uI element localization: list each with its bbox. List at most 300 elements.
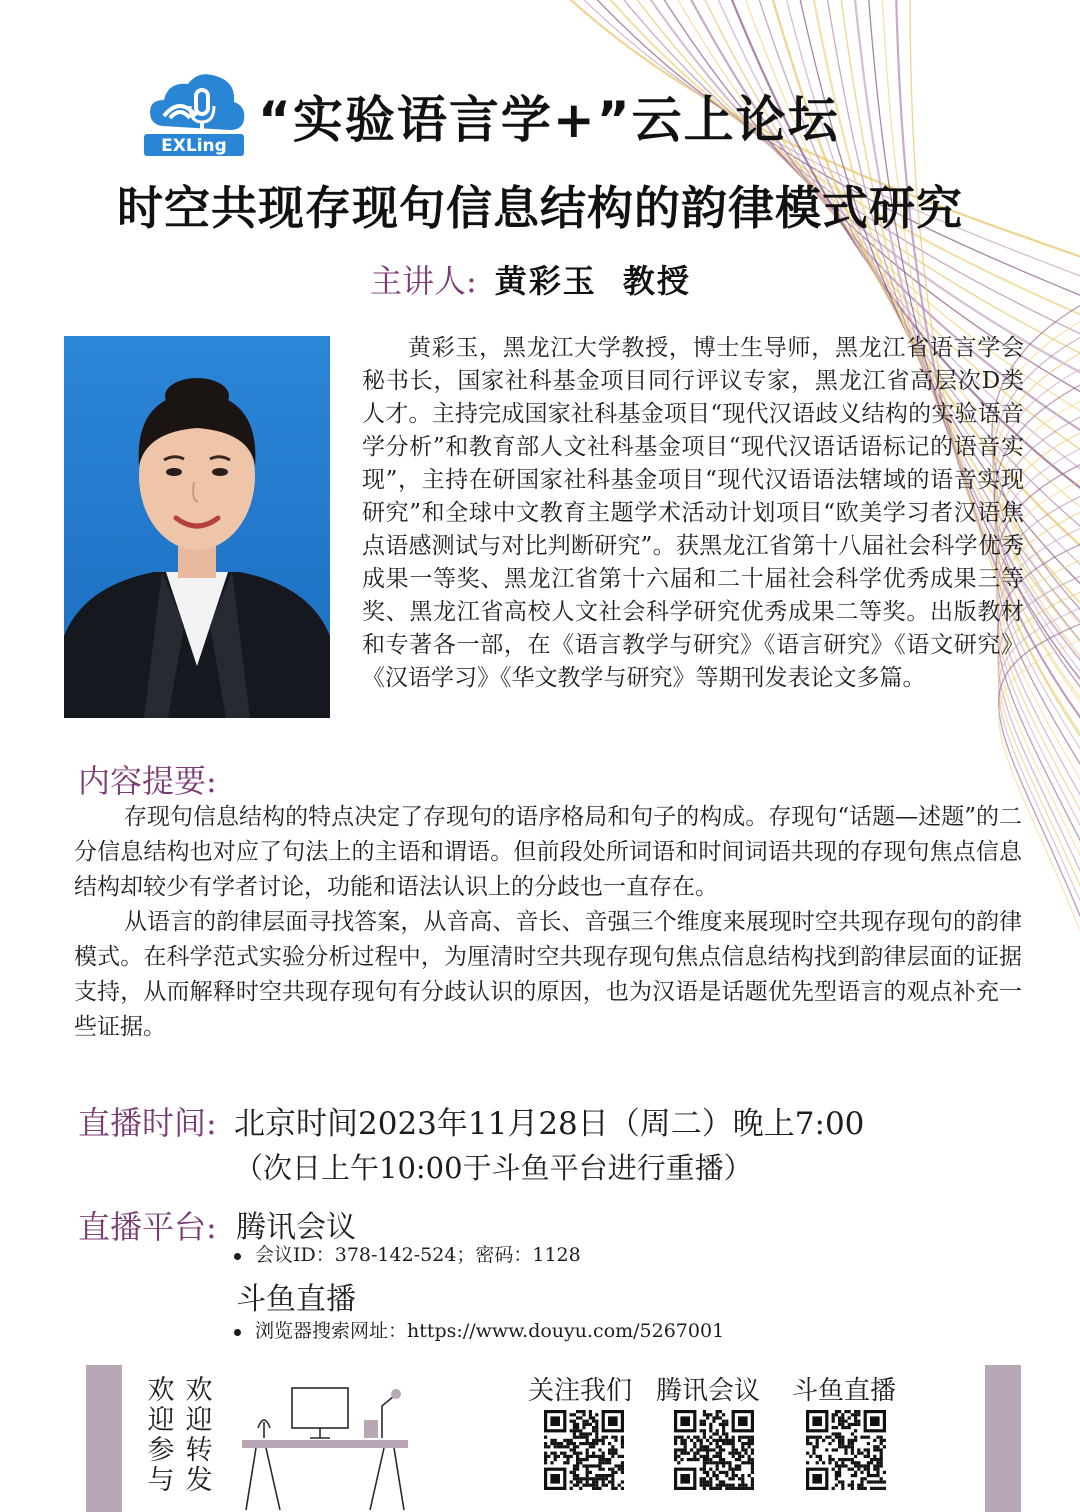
qr-module: [806, 1461, 809, 1464]
qr-module: [573, 1477, 576, 1480]
qr-module: [602, 1439, 605, 1442]
qr-module: [621, 1480, 624, 1483]
qr-module: [595, 1426, 598, 1429]
qr-module: [621, 1455, 624, 1458]
qr-module: [614, 1439, 617, 1442]
qr-module: [550, 1452, 553, 1455]
qr-module: [848, 1410, 851, 1413]
qr-module: [828, 1442, 831, 1445]
qr-module: [576, 1452, 579, 1455]
qr-module: [751, 1487, 754, 1490]
qr-module: [825, 1436, 828, 1439]
qr-module: [732, 1436, 735, 1439]
qr-module: [851, 1448, 854, 1451]
qr-module: [677, 1448, 680, 1451]
qr-finder: [738, 1416, 748, 1426]
qr-module: [582, 1420, 585, 1423]
qr-module: [867, 1455, 870, 1458]
qr-module: [586, 1458, 589, 1461]
qr-module: [860, 1464, 863, 1467]
qr-module: [725, 1432, 728, 1435]
qr-module: [576, 1477, 579, 1480]
qr-module: [844, 1452, 847, 1455]
qr-module: [703, 1432, 706, 1435]
qr-module: [841, 1413, 844, 1416]
qr-module: [589, 1416, 592, 1419]
qr-module: [741, 1445, 744, 1448]
qr-module: [728, 1439, 731, 1442]
qr-module: [573, 1436, 576, 1439]
qr-module: [880, 1436, 883, 1439]
qr-module: [706, 1416, 709, 1419]
qr-module: [838, 1445, 841, 1448]
qr-module: [751, 1458, 754, 1461]
qr-module: [832, 1416, 835, 1419]
qr-module: [684, 1442, 687, 1445]
qr-module: [806, 1442, 809, 1445]
qr-module: [703, 1455, 706, 1458]
qr-module: [816, 1461, 819, 1464]
qr-module: [566, 1439, 569, 1442]
platform-douyu: 斗鱼直播: [236, 1282, 356, 1317]
qr-module: [602, 1477, 605, 1480]
qr-module: [598, 1439, 601, 1442]
qr-module: [611, 1471, 614, 1474]
qr-module: [589, 1432, 592, 1435]
qr-module: [725, 1487, 728, 1490]
schedule-replay: （次日上午10:00于斗鱼平台进行重播）: [234, 1151, 753, 1185]
qr-module: [722, 1432, 725, 1435]
qr-module: [716, 1468, 719, 1471]
qr-module: [725, 1461, 728, 1464]
qr-module: [841, 1416, 844, 1419]
qr-module: [719, 1458, 722, 1461]
qr-module: [880, 1455, 883, 1458]
qr-module: [832, 1420, 835, 1423]
qr-module: [857, 1484, 860, 1487]
qr-module: [554, 1442, 557, 1445]
qr-module: [880, 1487, 883, 1490]
qr-module: [864, 1455, 867, 1458]
qr-module: [554, 1452, 557, 1455]
qr-module: [860, 1487, 863, 1490]
qr-module: [835, 1474, 838, 1477]
qr-module: [870, 1480, 873, 1483]
qr-module: [854, 1461, 857, 1464]
qr-module: [722, 1484, 725, 1487]
qr-module: [592, 1445, 595, 1448]
qr-module: [751, 1448, 754, 1451]
qr-module: [602, 1452, 605, 1455]
qr-module: [589, 1445, 592, 1448]
qr-module: [716, 1429, 719, 1432]
qr-module: [579, 1480, 582, 1483]
qr-module: [732, 1442, 735, 1445]
qr-module: [738, 1487, 741, 1490]
qr-module: [838, 1458, 841, 1461]
qr-module: [592, 1429, 595, 1432]
qr-module: [838, 1480, 841, 1483]
qr-module: [716, 1410, 719, 1413]
qr-module: [848, 1458, 851, 1461]
qr-module: [696, 1439, 699, 1442]
qr-module: [611, 1480, 614, 1483]
qr-module: [592, 1484, 595, 1487]
qr-module: [582, 1442, 585, 1445]
qr-module: [716, 1474, 719, 1477]
qr-module: [860, 1436, 863, 1439]
qr-module: [573, 1474, 576, 1477]
qr-module: [563, 1439, 566, 1442]
qr-module: [816, 1436, 819, 1439]
qr-module: [838, 1436, 841, 1439]
qr-module: [867, 1452, 870, 1455]
qr-module: [706, 1474, 709, 1477]
qr-module: [573, 1429, 576, 1432]
qr-module: [841, 1487, 844, 1490]
qr-module: [579, 1442, 582, 1445]
qr-code-douyu[interactable]: [806, 1410, 886, 1490]
qr-module: [700, 1477, 703, 1480]
qr-module: [851, 1458, 854, 1461]
qr-module: [703, 1468, 706, 1471]
qr-module: [586, 1477, 589, 1480]
qr-module: [576, 1410, 579, 1413]
qr-module: [828, 1458, 831, 1461]
qr-module: [748, 1436, 751, 1439]
qr-module: [867, 1468, 870, 1471]
qr-module: [876, 1448, 879, 1451]
qr-module: [614, 1471, 617, 1474]
qr-module: [848, 1426, 851, 1429]
qr-module: [848, 1484, 851, 1487]
qr-module: [719, 1471, 722, 1474]
qr-module: [716, 1455, 719, 1458]
qr-module: [816, 1445, 819, 1448]
qr-module: [864, 1464, 867, 1467]
qr-module: [867, 1461, 870, 1464]
qr-module: [576, 1458, 579, 1461]
qr-module: [576, 1464, 579, 1467]
qr-module: [582, 1464, 585, 1467]
qr-module: [735, 1487, 738, 1490]
qr-module: [712, 1455, 715, 1458]
qr-module: [605, 1436, 608, 1439]
qr-module: [595, 1480, 598, 1483]
qr-module: [744, 1452, 747, 1455]
qr-module: [586, 1455, 589, 1458]
qr-module: [690, 1458, 693, 1461]
qr-module: [709, 1480, 712, 1483]
qr-module: [680, 1442, 683, 1445]
qr-finder: [550, 1474, 560, 1484]
qr-module: [680, 1439, 683, 1442]
qr-module: [838, 1410, 841, 1413]
qr-module: [719, 1461, 722, 1464]
qr-module: [873, 1445, 876, 1448]
qr-module: [712, 1487, 715, 1490]
qr-module: [684, 1448, 687, 1451]
qr-module: [582, 1426, 585, 1429]
qr-code-tencent[interactable]: [674, 1410, 754, 1490]
qr-module: [741, 1461, 744, 1464]
qr-module: [595, 1429, 598, 1432]
desk-computer-illustration: [236, 1382, 414, 1512]
qr-module: [735, 1458, 738, 1461]
qr-module: [719, 1448, 722, 1451]
qr-module: [876, 1445, 879, 1448]
qr-code-follow[interactable]: [544, 1410, 624, 1490]
qr-module: [611, 1455, 614, 1458]
qr-module: [582, 1423, 585, 1426]
qr-module: [674, 1442, 677, 1445]
qr-module: [602, 1436, 605, 1439]
qr-module: [544, 1442, 547, 1445]
qr-module: [700, 1429, 703, 1432]
qr-module: [586, 1484, 589, 1487]
footer-bar-right: [985, 1365, 1021, 1512]
qr-module: [554, 1439, 557, 1442]
qr-module: [712, 1439, 715, 1442]
qr-module: [883, 1445, 886, 1448]
qr-module: [709, 1477, 712, 1480]
qr-module: [589, 1484, 592, 1487]
qr-module: [592, 1464, 595, 1467]
qr-module: [550, 1461, 553, 1464]
qr-module: [621, 1487, 624, 1490]
douyu-url[interactable]: 浏览器搜索网址：https://www.douyu.com/5267001: [255, 1320, 725, 1342]
qr-module: [854, 1423, 857, 1426]
qr-module: [602, 1455, 605, 1458]
qr-module: [835, 1410, 838, 1413]
qr-module: [880, 1480, 883, 1483]
qr-module: [873, 1448, 876, 1451]
qr-module: [828, 1436, 831, 1439]
qr-module: [854, 1439, 857, 1442]
qr-module: [876, 1436, 879, 1439]
qr-module: [738, 1468, 741, 1471]
qr-module: [573, 1426, 576, 1429]
qr-module: [867, 1448, 870, 1451]
qr-module: [570, 1420, 573, 1423]
qr-module: [589, 1471, 592, 1474]
welcome-join: 欢迎参与: [147, 1375, 175, 1496]
qr-module: [851, 1461, 854, 1464]
qr-module: [851, 1484, 854, 1487]
qr-module: [602, 1461, 605, 1464]
qr-module: [751, 1471, 754, 1474]
qr-module: [751, 1442, 754, 1445]
qr-module: [738, 1455, 741, 1458]
qr-module: [573, 1420, 576, 1423]
qr-module: [851, 1423, 854, 1426]
qr-module: [819, 1458, 822, 1461]
qr-module: [595, 1439, 598, 1442]
qr-module: [728, 1468, 731, 1471]
qr-module: [566, 1461, 569, 1464]
qr-module: [560, 1445, 563, 1448]
qr-module: [719, 1445, 722, 1448]
qr-module: [838, 1420, 841, 1423]
qr-module: [709, 1423, 712, 1426]
qr-module: [822, 1439, 825, 1442]
qr-module: [677, 1455, 680, 1458]
qr-module: [732, 1484, 735, 1487]
qr-module: [864, 1487, 867, 1490]
qr-module: [709, 1448, 712, 1451]
qr-module: [557, 1445, 560, 1448]
qr-module: [806, 1436, 809, 1439]
qr-module: [570, 1439, 573, 1442]
qr-label-follow: 关注我们: [528, 1376, 633, 1406]
qr-module: [703, 1420, 706, 1423]
qr-module: [579, 1458, 582, 1461]
qr-module: [873, 1455, 876, 1458]
qr-module: [832, 1448, 835, 1451]
qr-module: [703, 1477, 706, 1480]
qr-module: [598, 1448, 601, 1451]
qr-module: [582, 1413, 585, 1416]
qr-module: [703, 1487, 706, 1490]
qr-module: [716, 1439, 719, 1442]
qr-module: [684, 1445, 687, 1448]
schedule-heading: 直播时间:: [78, 1104, 217, 1142]
qr-module: [602, 1468, 605, 1471]
qr-module: [722, 1420, 725, 1423]
qr-module: [838, 1474, 841, 1477]
douyu-info: [234, 1316, 724, 1343]
qr-module: [586, 1436, 589, 1439]
qr-module: [751, 1468, 754, 1471]
qr-module: [608, 1480, 611, 1483]
qr-module: [677, 1436, 680, 1439]
qr-module: [586, 1432, 589, 1435]
qr-module: [709, 1468, 712, 1471]
qr-module: [703, 1448, 706, 1451]
qr-module: [816, 1455, 819, 1458]
qr-module: [712, 1471, 715, 1474]
qr-module: [848, 1445, 851, 1448]
qr-module: [554, 1458, 557, 1461]
qr-module: [706, 1458, 709, 1461]
qr-module: [693, 1442, 696, 1445]
qr-module: [854, 1416, 857, 1419]
qr-module: [854, 1410, 857, 1413]
qr-module: [557, 1442, 560, 1445]
qr-module: [579, 1477, 582, 1480]
qr-module: [857, 1448, 860, 1451]
qr-module: [876, 1474, 879, 1477]
qr-module: [880, 1448, 883, 1451]
qr-module: [716, 1413, 719, 1416]
qr-module: [744, 1461, 747, 1464]
qr-module: [611, 1448, 614, 1451]
qr-module: [560, 1442, 563, 1445]
qr-module: [573, 1468, 576, 1471]
qr-module: [579, 1436, 582, 1439]
qr-module: [812, 1448, 815, 1451]
qr-module: [709, 1413, 712, 1416]
qr-module: [544, 1461, 547, 1464]
platform-heading: 直播平台:: [78, 1208, 217, 1246]
qr-module: [860, 1477, 863, 1480]
qr-module: [563, 1461, 566, 1464]
qr-module: [725, 1442, 728, 1445]
qr-module: [748, 1439, 751, 1442]
qr-module: [586, 1442, 589, 1445]
speaker-label: 主讲人:: [370, 262, 477, 300]
qr-module: [576, 1461, 579, 1464]
qr-module: [867, 1442, 870, 1445]
qr-module: [700, 1439, 703, 1442]
qr-module: [592, 1487, 595, 1490]
qr-module: [851, 1474, 854, 1477]
qr-module: [838, 1471, 841, 1474]
qr-module: [611, 1474, 614, 1477]
qr-module: [822, 1461, 825, 1464]
platform-tencent: 腾讯会议: [236, 1210, 356, 1245]
qr-module: [732, 1474, 735, 1477]
qr-module: [835, 1436, 838, 1439]
qr-module: [816, 1439, 819, 1442]
qr-module: [735, 1448, 738, 1451]
qr-module: [570, 1455, 573, 1458]
qr-module: [812, 1452, 815, 1455]
qr-module: [674, 1448, 677, 1451]
qr-module: [706, 1448, 709, 1451]
qr-module: [677, 1461, 680, 1464]
qr-module: [725, 1423, 728, 1426]
qr-module: [687, 1452, 690, 1455]
qr-module: [751, 1464, 754, 1467]
qr-module: [864, 1468, 867, 1471]
qr-module: [864, 1448, 867, 1451]
qr-module: [690, 1448, 693, 1451]
qr-module: [693, 1452, 696, 1455]
qr-module: [598, 1464, 601, 1467]
qr-module: [719, 1410, 722, 1413]
qr-module: [573, 1452, 576, 1455]
qr-finder: [680, 1416, 690, 1426]
qr-module: [835, 1471, 838, 1474]
qr-module: [709, 1484, 712, 1487]
qr-module: [570, 1442, 573, 1445]
qr-module: [576, 1416, 579, 1419]
qr-module: [841, 1461, 844, 1464]
qr-module: [589, 1464, 592, 1467]
qr-module: [748, 1458, 751, 1461]
qr-module: [586, 1474, 589, 1477]
logo-text: EXLing: [161, 136, 227, 156]
qr-module: [819, 1436, 822, 1439]
qr-module: [841, 1420, 844, 1423]
qr-module: [576, 1474, 579, 1477]
qr-module: [722, 1442, 725, 1445]
qr-module: [554, 1455, 557, 1458]
qr-module: [851, 1452, 854, 1455]
speaker-bio: 黄彩玉，黑龙江大学教授，博士生导师，黑龙江省语言学会秘书长，国家社科基金项目同行评议专家，黑龙江省高层次D类人才。主持完成国家社科基金项目“现代汉语歧义结构的实验语音学分析”和教育部人文社科基金项目“现代汉语话语标记的语音实现”，主持在研国家社科基金项目“现代汉语语法辖域的语音实现研究”和全球中文教育主题学术活动计划项目“欧美学习者汉语焦点语感测试与对比判断研究”。获黑龙江省第十八届社会科学优秀成果一等奖、黑龙江省第十六届和二十届社会科学优秀成果三等奖、黑龙江省高校人文社会科学研究优秀成果二等奖。出版教材和专著各一部，在《语言教学与研究》《语言研究》《语文研究》《汉语学习》《华文教学与研究》等期刊发表论文多篇。: [362, 335, 1024, 691]
qr-module: [819, 1455, 822, 1458]
qr-module: [876, 1464, 879, 1467]
qr-module: [741, 1487, 744, 1490]
qr-module: [857, 1423, 860, 1426]
qr-module: [876, 1471, 879, 1474]
qr-module: [700, 1420, 703, 1423]
qr-module: [748, 1461, 751, 1464]
qr-module: [860, 1484, 863, 1487]
qr-module: [876, 1480, 879, 1483]
qr-module: [851, 1442, 854, 1445]
